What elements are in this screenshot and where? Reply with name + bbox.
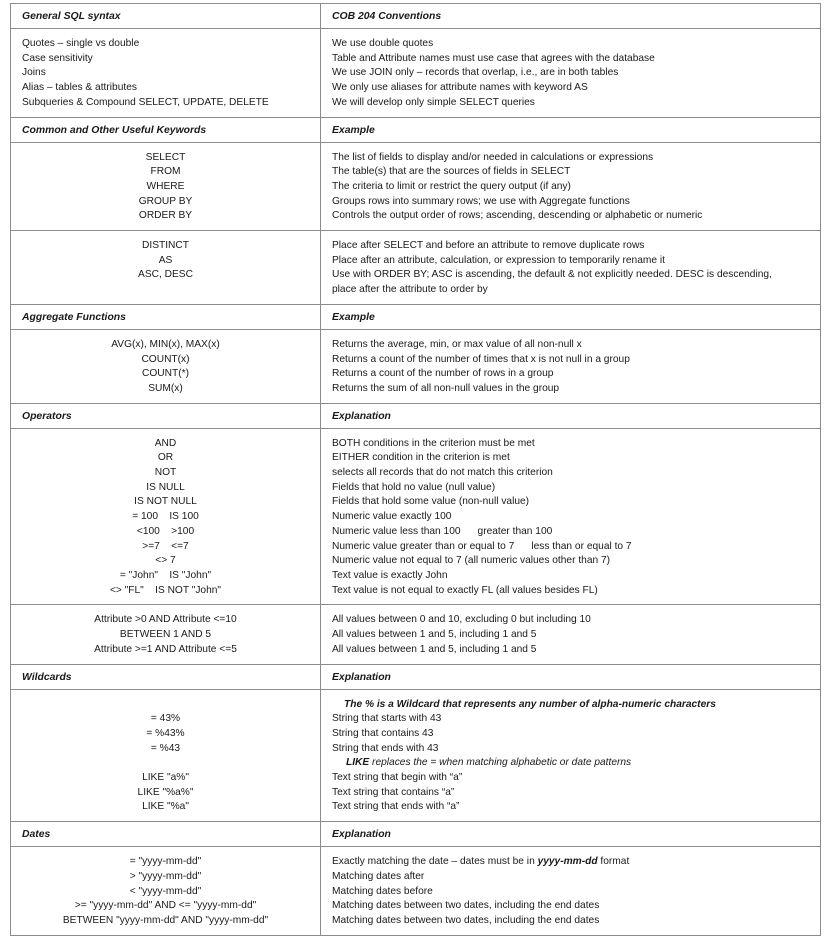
- description-text: All values between 1 and 5, including 1 and 5: [332, 643, 537, 655]
- term-text: SUM(x): [148, 382, 183, 394]
- description-text: The list of fields to display and/or needed in calculations or expressions: [332, 151, 654, 163]
- term-cell: [11, 330, 320, 403]
- term-text: = %43%: [146, 727, 185, 739]
- spacer: [17, 698, 314, 713]
- description-text: Table and Attribute names must use case that agrees with the database: [332, 52, 655, 64]
- term-text: Case sensitivity: [22, 52, 93, 64]
- description-cell: [321, 231, 820, 304]
- description-text: String that starts with 43: [332, 713, 442, 725]
- term-text: WHERE: [146, 180, 185, 192]
- term-text: Alias – tables & attributes: [22, 82, 137, 94]
- description-text: Numeric value greater than or equal to 7 less than or equal to 7: [332, 540, 632, 552]
- description-cell: [321, 605, 820, 663]
- term-text: LIKE "a%": [142, 772, 189, 784]
- table-row: [11, 231, 821, 305]
- description-text: BOTH conditions in the criterion must be met: [332, 437, 535, 449]
- description-text: Numeric value less than 100 greater than 100: [332, 525, 553, 537]
- date-format-pre: Exactly matching the date – dates must be in: [332, 856, 538, 868]
- term-text: COUNT(*): [142, 368, 189, 380]
- section-column-title: Example: [332, 311, 375, 323]
- term-cell: [11, 605, 320, 663]
- description-text: Matching dates before: [332, 885, 433, 897]
- description-text: Matching dates between two dates, including the end dates: [332, 914, 600, 926]
- term-text: NOT: [154, 467, 177, 479]
- term-text: GROUP BY: [138, 195, 193, 207]
- table-row: [11, 29, 821, 118]
- description-text: Numeric value not equal to 7 (all numeric values other than 7): [332, 555, 611, 567]
- term-text: Joins: [22, 67, 46, 79]
- description-text: Text value is not equal to exactly FL (all values besides FL): [332, 584, 598, 596]
- term-text: >= "yyyy-mm-dd" AND <= "yyyy-mm-dd": [74, 900, 257, 912]
- term-text: AS: [158, 254, 173, 266]
- term-text: <100 >100: [136, 525, 195, 537]
- term-text: = "yyyy-mm-dd": [129, 856, 202, 868]
- term-text: Attribute >=1 AND Attribute <=5: [94, 643, 237, 655]
- section-header-general-sql-syntax: [11, 4, 821, 29]
- term-cell: [11, 429, 320, 605]
- spacer: [17, 756, 314, 771]
- description-text: Text string that begin with “a”: [332, 772, 463, 784]
- date-format: yyyy-mm-dd: [537, 856, 598, 868]
- table-row: [11, 689, 821, 822]
- term-text: > "yyyy-mm-dd": [129, 870, 202, 882]
- description-text: [332, 855, 814, 870]
- description-cell: [321, 29, 820, 117]
- description-text: Numeric value exactly 100: [332, 511, 452, 523]
- description-text: Fields that hold no value (null value): [332, 481, 496, 493]
- description-text: Place after SELECT and before an attribute to remove duplicate rows: [332, 240, 645, 252]
- description-text: We only use aliases for attribute names with keyword AS: [332, 82, 588, 94]
- like-note-text: replaces the = when matching alphabetic or date patterns: [369, 757, 632, 769]
- description-text: Text value is exactly John: [332, 569, 448, 581]
- term-text: <> 7: [155, 555, 176, 567]
- description-text: Text string that ends with “a”: [332, 801, 460, 813]
- description-text: Returns a count of the number of rows in a group: [332, 368, 554, 380]
- description-cell: [321, 690, 820, 822]
- term-text: IS NULL: [146, 481, 185, 493]
- term-text: BETWEEN "yyyy-mm-dd" AND "yyyy-mm-dd": [62, 914, 269, 926]
- description-text: We use double quotes: [332, 38, 434, 49]
- section-header-operators: [11, 403, 821, 428]
- term-text: OR: [157, 452, 174, 464]
- description-text: All values between 1 and 5, including 1 and 5: [332, 629, 537, 641]
- term-text: DISTINCT: [142, 240, 189, 252]
- like-keyword: LIKE: [346, 757, 370, 769]
- term-text: AVG(x), MIN(x), MAX(x): [111, 338, 220, 350]
- sql-reference-table: [10, 3, 821, 936]
- term-text: IS NOT NULL: [134, 496, 197, 508]
- section-header-common-and-other-useful-keywords: [11, 117, 821, 142]
- description-text: All values between 0 and 10, excluding 0 but including 10: [332, 614, 591, 626]
- table-row: [11, 142, 821, 231]
- table-row: [11, 329, 821, 403]
- description-text: Returns the average, min, or max value of all non-null x: [332, 338, 582, 350]
- description-cell: [321, 847, 820, 935]
- description-text: Matching dates between two dates, including the end dates: [332, 900, 600, 912]
- description-cell: [321, 143, 820, 231]
- table-row: [11, 847, 821, 936]
- table-row: [11, 605, 821, 664]
- description-text: place after the attribute to order by: [332, 284, 488, 296]
- section-column-title: Explanation: [332, 829, 391, 841]
- term-text: Quotes – single vs double: [22, 38, 140, 49]
- description-text: We will develop only simple SELECT queries: [332, 96, 535, 108]
- date-format-post: format: [597, 856, 630, 868]
- description-text: Returns the sum of all non-null values in the group: [332, 382, 560, 394]
- term-text: <> "FL" IS NOT "John": [109, 584, 222, 596]
- term-text: SELECT: [145, 151, 186, 163]
- term-text: >=7 <=7: [142, 540, 189, 552]
- description-text: Groups rows into summary rows; we use with Aggregate functions: [332, 195, 630, 207]
- term-text: BETWEEN 1 AND 5: [119, 629, 212, 641]
- like-note: [332, 756, 814, 771]
- description-text: Controls the output order of rows; ascending, descending or alphabetic or numeric: [332, 210, 703, 222]
- description-text: Matching dates after: [332, 870, 425, 882]
- section-header-aggregate-functions: [11, 304, 821, 329]
- description-text: Returns a count of the number of times that x is not null in a group: [332, 353, 630, 365]
- description-text: We use JOIN only – records that overlap, i.e., are in both tables: [332, 67, 619, 79]
- description-text: Use with ORDER BY; ASC is ascending, the default & not explicitly needed. DESC is descending,: [332, 269, 772, 281]
- description-text: String that contains 43: [332, 727, 434, 739]
- description-cell: [321, 429, 820, 605]
- term-text: Attribute >0 AND Attribute <=10: [94, 614, 237, 626]
- term-cell: [11, 29, 320, 117]
- term-text: AND: [154, 437, 177, 449]
- section-title: Wildcards: [22, 671, 72, 683]
- table-row: [11, 428, 821, 605]
- term-text: = 100 IS 100: [132, 511, 199, 523]
- wildcard-note: The % is a Wildcard that represents any number of alpha-numeric characters: [344, 698, 716, 710]
- section-header-dates: [11, 822, 821, 847]
- term-cell: [11, 690, 320, 822]
- section-title: Aggregate Functions: [22, 311, 126, 323]
- description-text: Fields that hold some value (non-null value): [332, 496, 530, 508]
- term-text: ASC, DESC: [138, 269, 193, 281]
- description-text: Place after an attribute, calculation, or expression to temporarily rename it: [332, 254, 665, 266]
- term-cell: [11, 143, 320, 231]
- description-text: String that ends with 43: [332, 742, 439, 754]
- term-text: COUNT(x): [141, 353, 190, 365]
- description-text: The table(s) that are the sources of fields in SELECT: [332, 166, 571, 178]
- term-text: ORDER BY: [138, 210, 193, 222]
- section-column-title: Explanation: [332, 410, 391, 422]
- section-title: Common and Other Useful Keywords: [22, 124, 207, 136]
- description-text: EITHER condition in the criterion is met: [332, 452, 510, 464]
- section-column-title: Explanation: [332, 671, 391, 683]
- section-column-title: COB 204 Conventions: [332, 11, 442, 22]
- description-text: Text string that contains “a”: [332, 786, 455, 798]
- term-text: Subqueries & Compound SELECT, UPDATE, DELETE: [22, 96, 269, 108]
- section-title: Dates: [22, 829, 51, 841]
- term-text: = "John" IS "John": [119, 569, 212, 581]
- term-text: LIKE "%a%": [137, 786, 194, 798]
- term-text: FROM: [150, 166, 181, 178]
- section-title: Operators: [22, 410, 72, 422]
- description-text: The criteria to limit or restrict the query output (if any): [332, 180, 571, 192]
- term-cell: [11, 847, 320, 935]
- term-text: < "yyyy-mm-dd": [129, 885, 202, 897]
- term-text: = %43: [150, 742, 181, 754]
- section-header-wildcards: [11, 664, 821, 689]
- term-cell: [11, 231, 320, 289]
- term-text: = 43%: [150, 713, 181, 725]
- section-title: General SQL syntax: [22, 11, 121, 22]
- description-cell: [321, 330, 820, 403]
- description-text: selects all records that do not match this criterion: [332, 467, 553, 479]
- term-text: LIKE "%a": [142, 801, 189, 813]
- section-column-title: Example: [332, 124, 375, 136]
